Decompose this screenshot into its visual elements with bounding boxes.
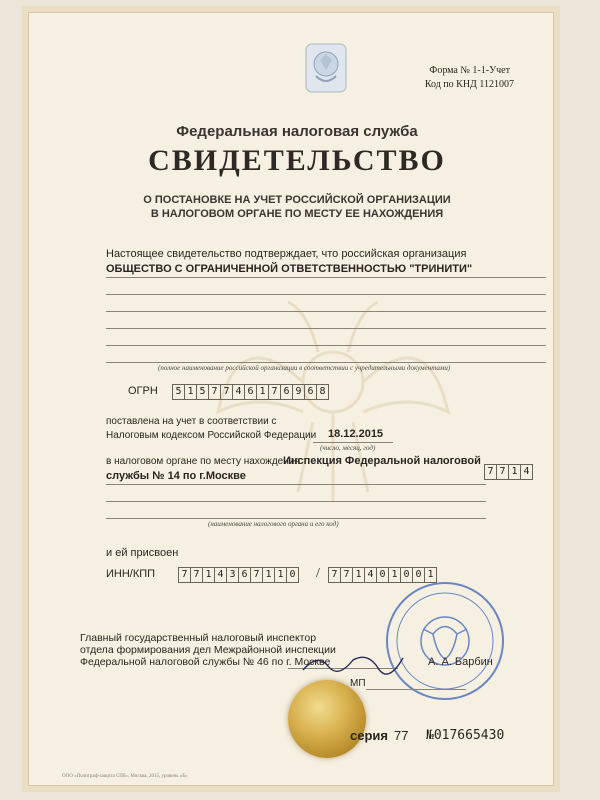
ogrn-digit: 7 bbox=[221, 385, 233, 399]
stamp-place: МП bbox=[350, 678, 366, 689]
inn-cells bbox=[178, 567, 299, 583]
office-line bbox=[106, 484, 486, 485]
date-line bbox=[313, 442, 393, 443]
org-line bbox=[106, 277, 546, 278]
ogrn-digit: 9 bbox=[293, 385, 305, 399]
subtitle-line-2: В НАЛОГОВОМ ОРГАНЕ ПО МЕСТУ ЕЕ НАХОЖДЕНИЯ bbox=[150, 208, 444, 220]
certificate-title: СВИДЕТЕЛЬСТВО bbox=[148, 144, 446, 177]
hologram-emblem-icon bbox=[304, 42, 348, 94]
office-caption: (наименование налогового органа и его код) bbox=[208, 520, 339, 528]
inn-digit: 6 bbox=[239, 568, 251, 582]
ogrn-digit: 5 bbox=[173, 385, 185, 399]
office-code-digit: 4 bbox=[523, 466, 530, 477]
kpp-digit: 0 bbox=[401, 568, 413, 582]
inn-digit: 7 bbox=[191, 568, 203, 582]
registration-text-1: поставлена на учет в соответствии с bbox=[106, 416, 277, 427]
ogrn-digit: 6 bbox=[281, 385, 293, 399]
ogrn-digit: 6 bbox=[305, 385, 317, 399]
ogrn-digit: 6 bbox=[245, 385, 257, 399]
inn-kpp-label: ИНН/КПП bbox=[106, 568, 156, 580]
certificate-page bbox=[22, 6, 560, 792]
ogrn-digit: 7 bbox=[209, 385, 221, 399]
kpp-digit: 1 bbox=[427, 569, 434, 580]
tax-office-name-1: Инспекция Федеральной налоговой bbox=[283, 455, 481, 467]
ogrn-digit: 4 bbox=[233, 385, 245, 399]
kpp-digit: 0 bbox=[413, 568, 425, 582]
printer-imprint: ООО «Полиграф-защита СПб», Москва, 2015, уровень «Б» bbox=[62, 774, 188, 779]
org-line bbox=[106, 362, 546, 363]
tax-office-label: в налоговом органе по месту нахождения bbox=[106, 456, 300, 467]
kpp-digit: 0 bbox=[377, 568, 389, 582]
org-name-caption: (полное наименование российской организации в соответствии с учредительными документами) bbox=[158, 364, 451, 372]
kpp-digit: 4 bbox=[365, 568, 377, 582]
official-seal-icon bbox=[383, 579, 508, 704]
ogrn-digit: 1 bbox=[257, 385, 269, 399]
inspector-name: А. А. Барбин bbox=[428, 656, 493, 668]
inn-digit: 1 bbox=[203, 568, 215, 582]
org-line bbox=[106, 294, 546, 295]
registration-text-2: Налоговым кодексом Российской Федерации bbox=[106, 430, 317, 441]
agency-name: Федеральная налоговая служба bbox=[176, 123, 418, 140]
org-line bbox=[106, 311, 546, 312]
inn-digit: 7 bbox=[251, 568, 263, 582]
kpp-digit: 1 bbox=[389, 568, 401, 582]
office-code-digit: 7 bbox=[485, 465, 497, 479]
serial-number: №017665430 bbox=[426, 728, 505, 743]
inn-digit: 0 bbox=[289, 569, 296, 580]
ogrn-digit: 5 bbox=[197, 385, 209, 399]
ogrn-label: ОГРН bbox=[128, 385, 158, 397]
inn-digit: 1 bbox=[275, 568, 287, 582]
tax-office-name-2: службы № 14 по г.Москве bbox=[106, 470, 246, 482]
office-code-digit: 7 bbox=[497, 465, 509, 479]
inn-digit: 3 bbox=[227, 568, 239, 582]
inn-kpp-separator: / bbox=[316, 566, 320, 581]
knd-code: Код по КНД 1121007 bbox=[424, 79, 514, 90]
org-line bbox=[106, 345, 546, 346]
inspector-title: Главный государственный налоговый инспектор отдела формирования дел Межрайонной инспекции Федеральной налоговой службы № 46 по г. Москве bbox=[80, 632, 336, 668]
ogrn-digit: 8 bbox=[319, 386, 326, 397]
inn-digit: 7 bbox=[179, 568, 191, 582]
kpp-digit: 7 bbox=[329, 568, 341, 582]
stamp-line bbox=[366, 689, 466, 690]
ogrn-digit: 1 bbox=[185, 385, 197, 399]
inn-digit: 1 bbox=[263, 568, 275, 582]
ogrn-digit: 7 bbox=[269, 385, 281, 399]
ogrn-cells bbox=[172, 384, 329, 400]
subtitle-line-1: О ПОСТАНОВКЕ НА УЧЕТ РОССИЙСКОЙ ОРГАНИЗАЦИИ bbox=[143, 194, 451, 206]
series-value: 77 bbox=[394, 728, 409, 743]
form-number: Форма № 1-1-Учет bbox=[429, 65, 510, 76]
gold-hologram-seal bbox=[288, 680, 366, 758]
org-line bbox=[106, 328, 546, 329]
date-caption: (число, месяц, год) bbox=[320, 444, 376, 452]
inn-digit: 4 bbox=[215, 568, 227, 582]
handwritten-signature bbox=[298, 648, 408, 678]
office-line bbox=[106, 518, 486, 519]
form-info bbox=[425, 64, 514, 92]
office-code-digit: 1 bbox=[509, 465, 521, 479]
intro-text: Настоящее свидетельство подтверждает, что российская организация bbox=[106, 248, 467, 260]
organization-name: ОБЩЕСТВО С ОГРАНИЧЕННОЙ ОТВЕТСТВЕННОСТЬЮ "ТРИНИТИ" bbox=[106, 263, 473, 275]
assigned-text: и ей присвоен bbox=[106, 547, 179, 559]
office-line bbox=[106, 501, 486, 502]
kpp-digit: 1 bbox=[353, 568, 365, 582]
office-code-cells bbox=[484, 464, 533, 480]
kpp-digit: 7 bbox=[341, 568, 353, 582]
registration-date: 18.12.2015 bbox=[328, 428, 384, 440]
series-label: серия bbox=[350, 728, 388, 743]
